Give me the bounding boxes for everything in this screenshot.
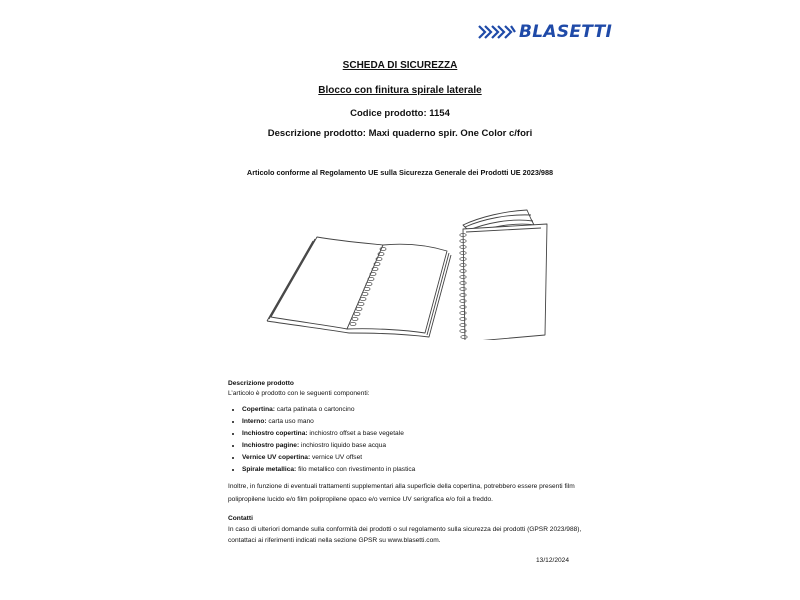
product-code: Codice prodotto: 1154: [350, 108, 450, 119]
list-item: • Interno: carta uso mano: [242, 416, 588, 428]
brand-logo: [478, 22, 612, 42]
list-item: • Inchiostro pagine: inchiostro liquido base acqua: [242, 440, 588, 452]
regulation-note: Articolo conforme al Regolamento UE sulla Sicurezza Generale dei Prodotti UE 2023/988: [246, 168, 554, 177]
document-title: SCHEDA DI SICUREZZA: [342, 60, 458, 71]
description-note: Inoltre, in funzione di eventuali trattamenti supplementari alla superficie della copertina, potrebbero essere presenti film polipropilene lucido e/o film polipropilene opaco e/o vernice UV serigrafica e/o foil a freddo.: [228, 483, 575, 503]
description-intro: L’articolo è prodotto con le seguenti componenti:: [228, 389, 370, 397]
list-item: • Vernice UV copertina: vernice UV offset: [242, 452, 588, 464]
document-subtitle: Blocco con finitura spirale laterale: [318, 85, 482, 96]
document-date: 13/12/2024: [536, 557, 570, 564]
list-item: • Spirale metallica: filo metallico con rivestimento in plastica: [242, 464, 588, 476]
description-section: [228, 379, 588, 476]
contacts-section: [228, 514, 588, 547]
chevrons-icon: [478, 25, 516, 39]
description-heading: Descrizione prodotto: [228, 380, 294, 387]
list-item: • Copertina: carta patinata o cartoncino: [242, 404, 588, 416]
closed-notebook-cover: [463, 224, 547, 340]
logo-text: BLASETTI: [519, 22, 613, 42]
contacts-heading: Contatti: [228, 515, 253, 522]
product-description: Descrizione prodotto: Maxi quaderno spir. One Color c/fori: [267, 128, 533, 139]
contacts-text: In caso di ulteriori domande sulla conformità dei prodotti o sul regolamento sulla sicurezza dei prodotti (GPSR 2023/988), contattaci ai riferimenti indicati nella sezione GPSR su www.blasetti.com.: [228, 525, 582, 545]
notebook-illustration: [265, 205, 555, 340]
list-item: • Inchiostro copertina: inchiostro offset a base vegetale: [242, 428, 588, 440]
components-list: [228, 404, 588, 476]
